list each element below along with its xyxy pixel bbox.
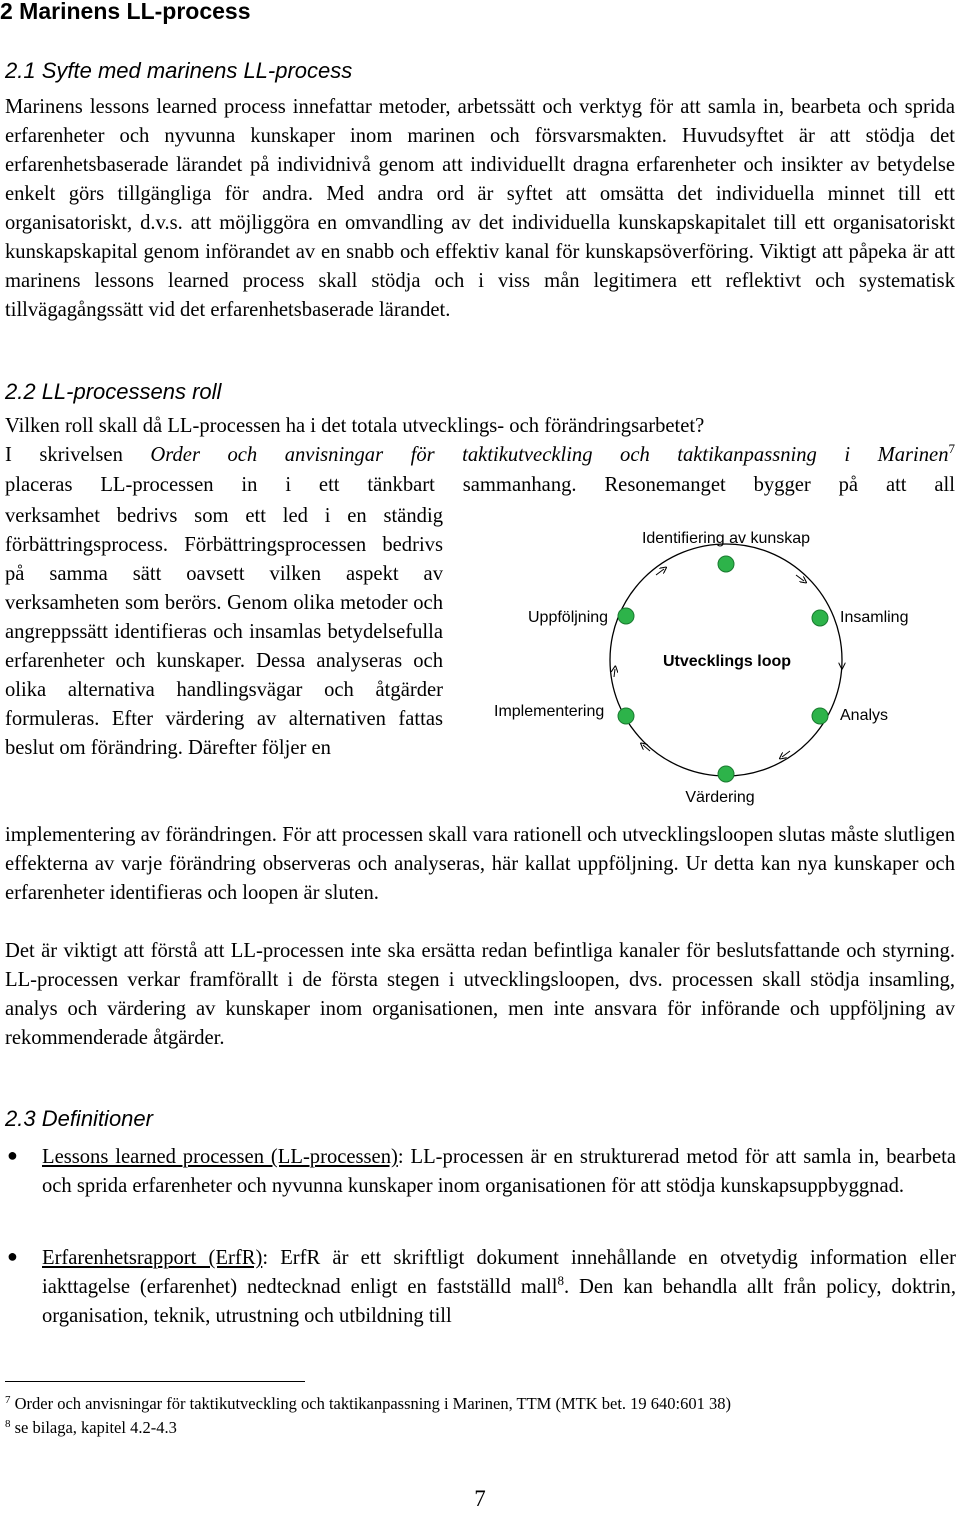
skrivelsen-prefix: I skrivelsen: [5, 444, 123, 466]
footnote-divider: [5, 1381, 305, 1382]
footnote-8: [5, 1418, 177, 1438]
node-analys: [812, 708, 828, 724]
bullet-icon: ●: [7, 1145, 18, 1165]
definition-text: : LL-processen är en strukturerad metod för att samla in, bearbeta och sprida erfarenheter och nyvunna kunskaper inom organisationen för att stödja kunskapsuppbyggnad.: [42, 1146, 956, 1197]
paragraph-placeras-line: placeras LL-processen in i ett tänkbart sammanhang. Resonemanget bygger på att all: [5, 474, 955, 496]
node-insamling: [812, 610, 828, 626]
label-vardering: Värdering: [685, 789, 755, 806]
footnote-text: se bilaga, kapitel 4.2-4.3: [14, 1418, 177, 1437]
diagram-center-label: Utvecklings loop: [662, 653, 792, 670]
footnote-7: [5, 1394, 731, 1414]
node-uppfoljning: [618, 608, 634, 624]
node-vardering: [718, 766, 734, 782]
loop-arrow: [796, 575, 804, 581]
footnote-text: Order och anvisningar för taktikutveckling och taktikanpassning i Marinen, TTM (MTK bet. 19 640:601 38): [14, 1394, 732, 1413]
node-implementering: [618, 708, 634, 724]
loop-arrow: [782, 751, 790, 757]
label-insamling: Insamling: [840, 609, 909, 626]
paragraph-syfte: Marinens lessons learned process innefattar metoder, arbetssätt och verktyg för att samla in, bearbeta och sprida erfarenheter och nyvunna kunskaper inom marinen och försvarsmakten. Huvudsyftet är att stödja det erfarenhetsbaserade lärandet på individnivå genom att individuellt dragna erfarenheter och insikter av betydelse enkelt görs tillgängliga för andra. Med andra ord är syftet att omsätta det individuella minnet till ett organisatoriskt, d.v.s. att möjliggöra en omvandling av det individuella kunskapskapitalet till ett organisatoriskt kunskapskapital genom införandet av en snabb och effektiv kanal för kunskapsöverföring. Viktigt att påpeka är att marinens lessons learned process skall stödja och i viss mån legitimera ett reflektivt och systematisk tillvägagångssätt vid det erfarenhetsbaserade lärandet.: [5, 96, 955, 321]
definition-item-ll-processen: [42, 1143, 956, 1201]
footnote-ref-8: 8: [557, 1273, 564, 1288]
paragraph-wrapped-beside-diagram: verksamhet bedrivs som ett led i en ständig förbättringsprocess. Förbättringsprocessen bedrivs på samma sätt oavsett vilken aspekt av verksamheten som berörs. Genom olika metoder och angreppssätt identifieras och insamlas betydelsefulla erfarenheter och kunskaper. Dessa analyseras och olika alternativa handlingsvägar och åtgärder formuleras. Efter värdering av alternativen fattas beslut om förändring. Därefter följer en: [5, 505, 443, 759]
loop-arrow: [614, 669, 615, 677]
subsection-heading-2-1: 2.1 Syfte med marinens LL-process: [5, 58, 353, 83]
footnote-ref-7: 7: [948, 441, 955, 456]
definition-text: : ErfR är ett skriftligt dokument innehållande en otvetydig information eller iakttagelse (erfarenhet) nedtecknad enligt en fastställd mall: [42, 1247, 956, 1298]
development-loop-diagram: [480, 515, 940, 815]
loop-arrow: [656, 569, 664, 575]
label-uppfoljning: Uppföljning: [528, 609, 609, 626]
label-implementering: Implementering: [494, 703, 605, 720]
subsection-heading-2-3: 2.3 Definitioner: [5, 1106, 153, 1131]
definition-item-erfr: [42, 1244, 956, 1331]
label-identifiering: Identifiering av kunskap: [641, 530, 811, 547]
footnote-number: 7: [5, 1394, 11, 1406]
section-heading: 2 Marinens LL-process: [0, 0, 251, 24]
definition-text-continued: . Den kan behandla allt från policy, doktrin, organisation, teknik, utrustning och utbildning till: [42, 1276, 956, 1327]
subsection-heading-2-2: 2.2 LL-processens roll: [5, 379, 222, 404]
definition-term: Lessons learned processen (LL-processen): [42, 1146, 398, 1168]
paragraph-question: Vilken roll skall då LL-processen ha i det totala utvecklings- och förändringsarbetet?: [5, 415, 705, 437]
paragraph-skrivelsen-line: [5, 441, 955, 467]
page-number: 7: [474, 1486, 486, 1511]
definition-term: Erfarenhetsrapport (ErfR): [42, 1247, 263, 1269]
paragraph-viktigt: Det är viktigt att förstå att LL-processen inte ska ersätta redan befintliga kanaler för beslutsfattande och styrning. LL-processen verkar framförallt i de första stegen i utvecklingsloopen, dvs. processen skall stödja insamling, analys och värdering av kunskaper inom organisationen, men inte ansvara för införande och uppföljning av rekommenderade åtgärder.: [5, 940, 955, 1049]
label-analys: Analys: [840, 707, 889, 724]
paragraph-continuation: implementering av förändringen. För att processen skall vara rationell och utvecklingsloopen slutas måste slutligen effekterna av varje förändring observeras och analyseras, här kallat uppföljning. Ur detta kan nya kunskaper och erfarenheter identifieras och loopen är sluten.: [5, 824, 955, 904]
bullet-icon: ●: [7, 1246, 18, 1266]
footnote-number: 8: [5, 1418, 11, 1430]
document-title-reference: Order och anvisningar för taktikutveckling och taktikanpassning i Marinen: [150, 444, 949, 466]
node-identifiering: [718, 556, 734, 572]
